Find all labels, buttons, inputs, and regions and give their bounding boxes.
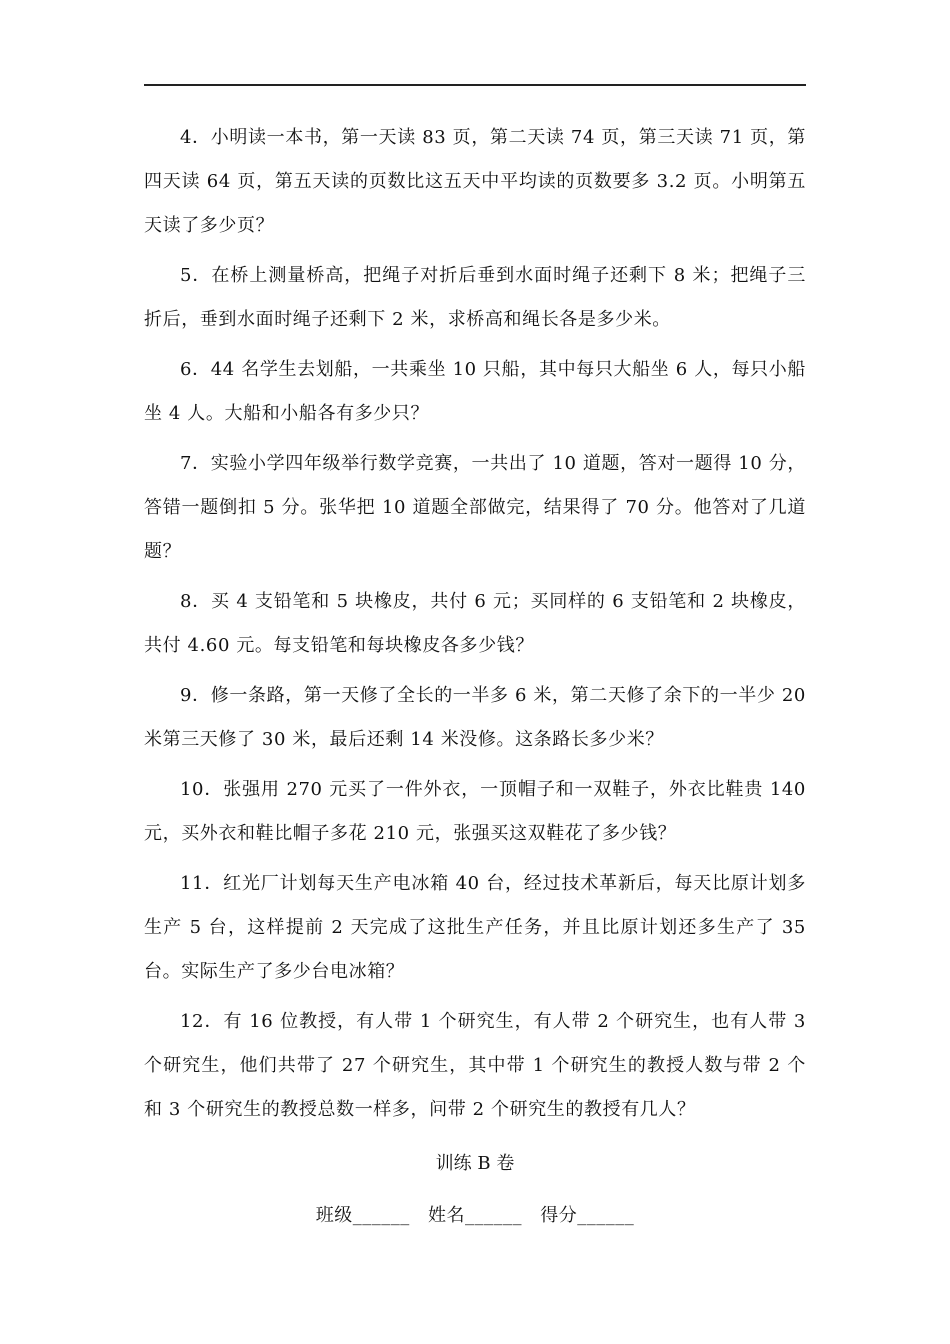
problem-number: 11． xyxy=(180,873,224,894)
problem-text: 实验小学四年级举行数学竞赛，一共出了 10 道题，答对一题得 10 分，答错一题倒扣 5 分。张华把 10 道题全部做完，结果得了 70 分。他答对了几道题？ xyxy=(144,453,806,562)
problem-text: 买 4 支铅笔和 5 块橡皮，共付 6 元；买同样的 6 支铅笔和 2 块橡皮，共付 4.60 元。每支铅笔和每块橡皮各多少钱？ xyxy=(144,591,806,656)
score-field[interactable]: 得分______ xyxy=(540,1205,635,1226)
problem-11 xyxy=(144,862,806,994)
problem-5 xyxy=(144,254,806,342)
problem-8 xyxy=(144,580,806,668)
problem-number: 5． xyxy=(180,265,212,286)
section-title: 训练 B 卷 xyxy=(435,1153,515,1174)
problem-9 xyxy=(144,674,806,762)
problem-10 xyxy=(144,768,806,856)
problem-text: 小明读一本书，第一天读 83 页，第二天读 74 页，第三天读 71 页，第四天读 64 页，第五天读的页数比这五天中平均读的页数要多 3.2 页。小明第五天读了多少页？ xyxy=(144,127,806,236)
header-rule xyxy=(144,84,806,86)
problem-text: 在桥上测量桥高，把绳子对折后垂到水面时绳子还剩下 8 米；把绳子三折后，垂到水面时绳子还剩下 2 米，求桥高和绳长各是多少米。 xyxy=(144,265,806,330)
name-field[interactable]: 姓名______ xyxy=(428,1205,522,1226)
problem-4 xyxy=(144,116,806,248)
problem-number: 9． xyxy=(180,685,211,706)
problem-text: 修一条路，第一天修了全长的一半多 6 米，第二天修了余下的一半少 20 米第三天修了 30 米，最后还剩 14 米没修。这条路长多少米？ xyxy=(144,685,806,750)
class-field[interactable]: 班级______ xyxy=(315,1205,410,1226)
problem-6 xyxy=(144,348,806,436)
problem-12 xyxy=(144,1000,806,1132)
problem-text: 44 名学生去划船，一共乘坐 10 只船，其中每只大船坐 6 人，每只小船坐 4 人。大船和小船各有多少只？ xyxy=(144,359,806,424)
problem-number: 4． xyxy=(180,127,211,148)
problem-number: 12． xyxy=(180,1011,224,1032)
problem-number: 8． xyxy=(180,591,212,612)
problem-number: 10． xyxy=(180,779,224,800)
student-info-row xyxy=(144,1194,806,1238)
problem-text: 张强用 270 元买了一件外衣，一顶帽子和一双鞋子，外衣比鞋贵 140 元，买外衣和鞋比帽子多花 210 元，张强买这双鞋花了多少钱？ xyxy=(144,779,806,844)
document-body xyxy=(144,116,806,1238)
problem-text: 有 16 位教授，有人带 1 个研究生，有人带 2 个研究生，也有人带 3 个研究生，他们共带了 27 个研究生，其中带 1 个研究生的教授人数与带 2 个和 3 个研究生的教授总数一样多，问带 2 个研究生的教授有几人？ xyxy=(144,1011,806,1120)
problem-number: 7． xyxy=(180,453,211,474)
problem-text: 红光厂计划每天生产电冰箱 40 台，经过技术革新后，每天比原计划多生产 5 台，这样提前 2 天完成了这批生产任务，并且比原计划还多生产了 35 台。实际生产了多少台电冰箱？ xyxy=(144,873,806,982)
problem-number: 6． xyxy=(180,359,211,380)
problem-7 xyxy=(144,442,806,574)
